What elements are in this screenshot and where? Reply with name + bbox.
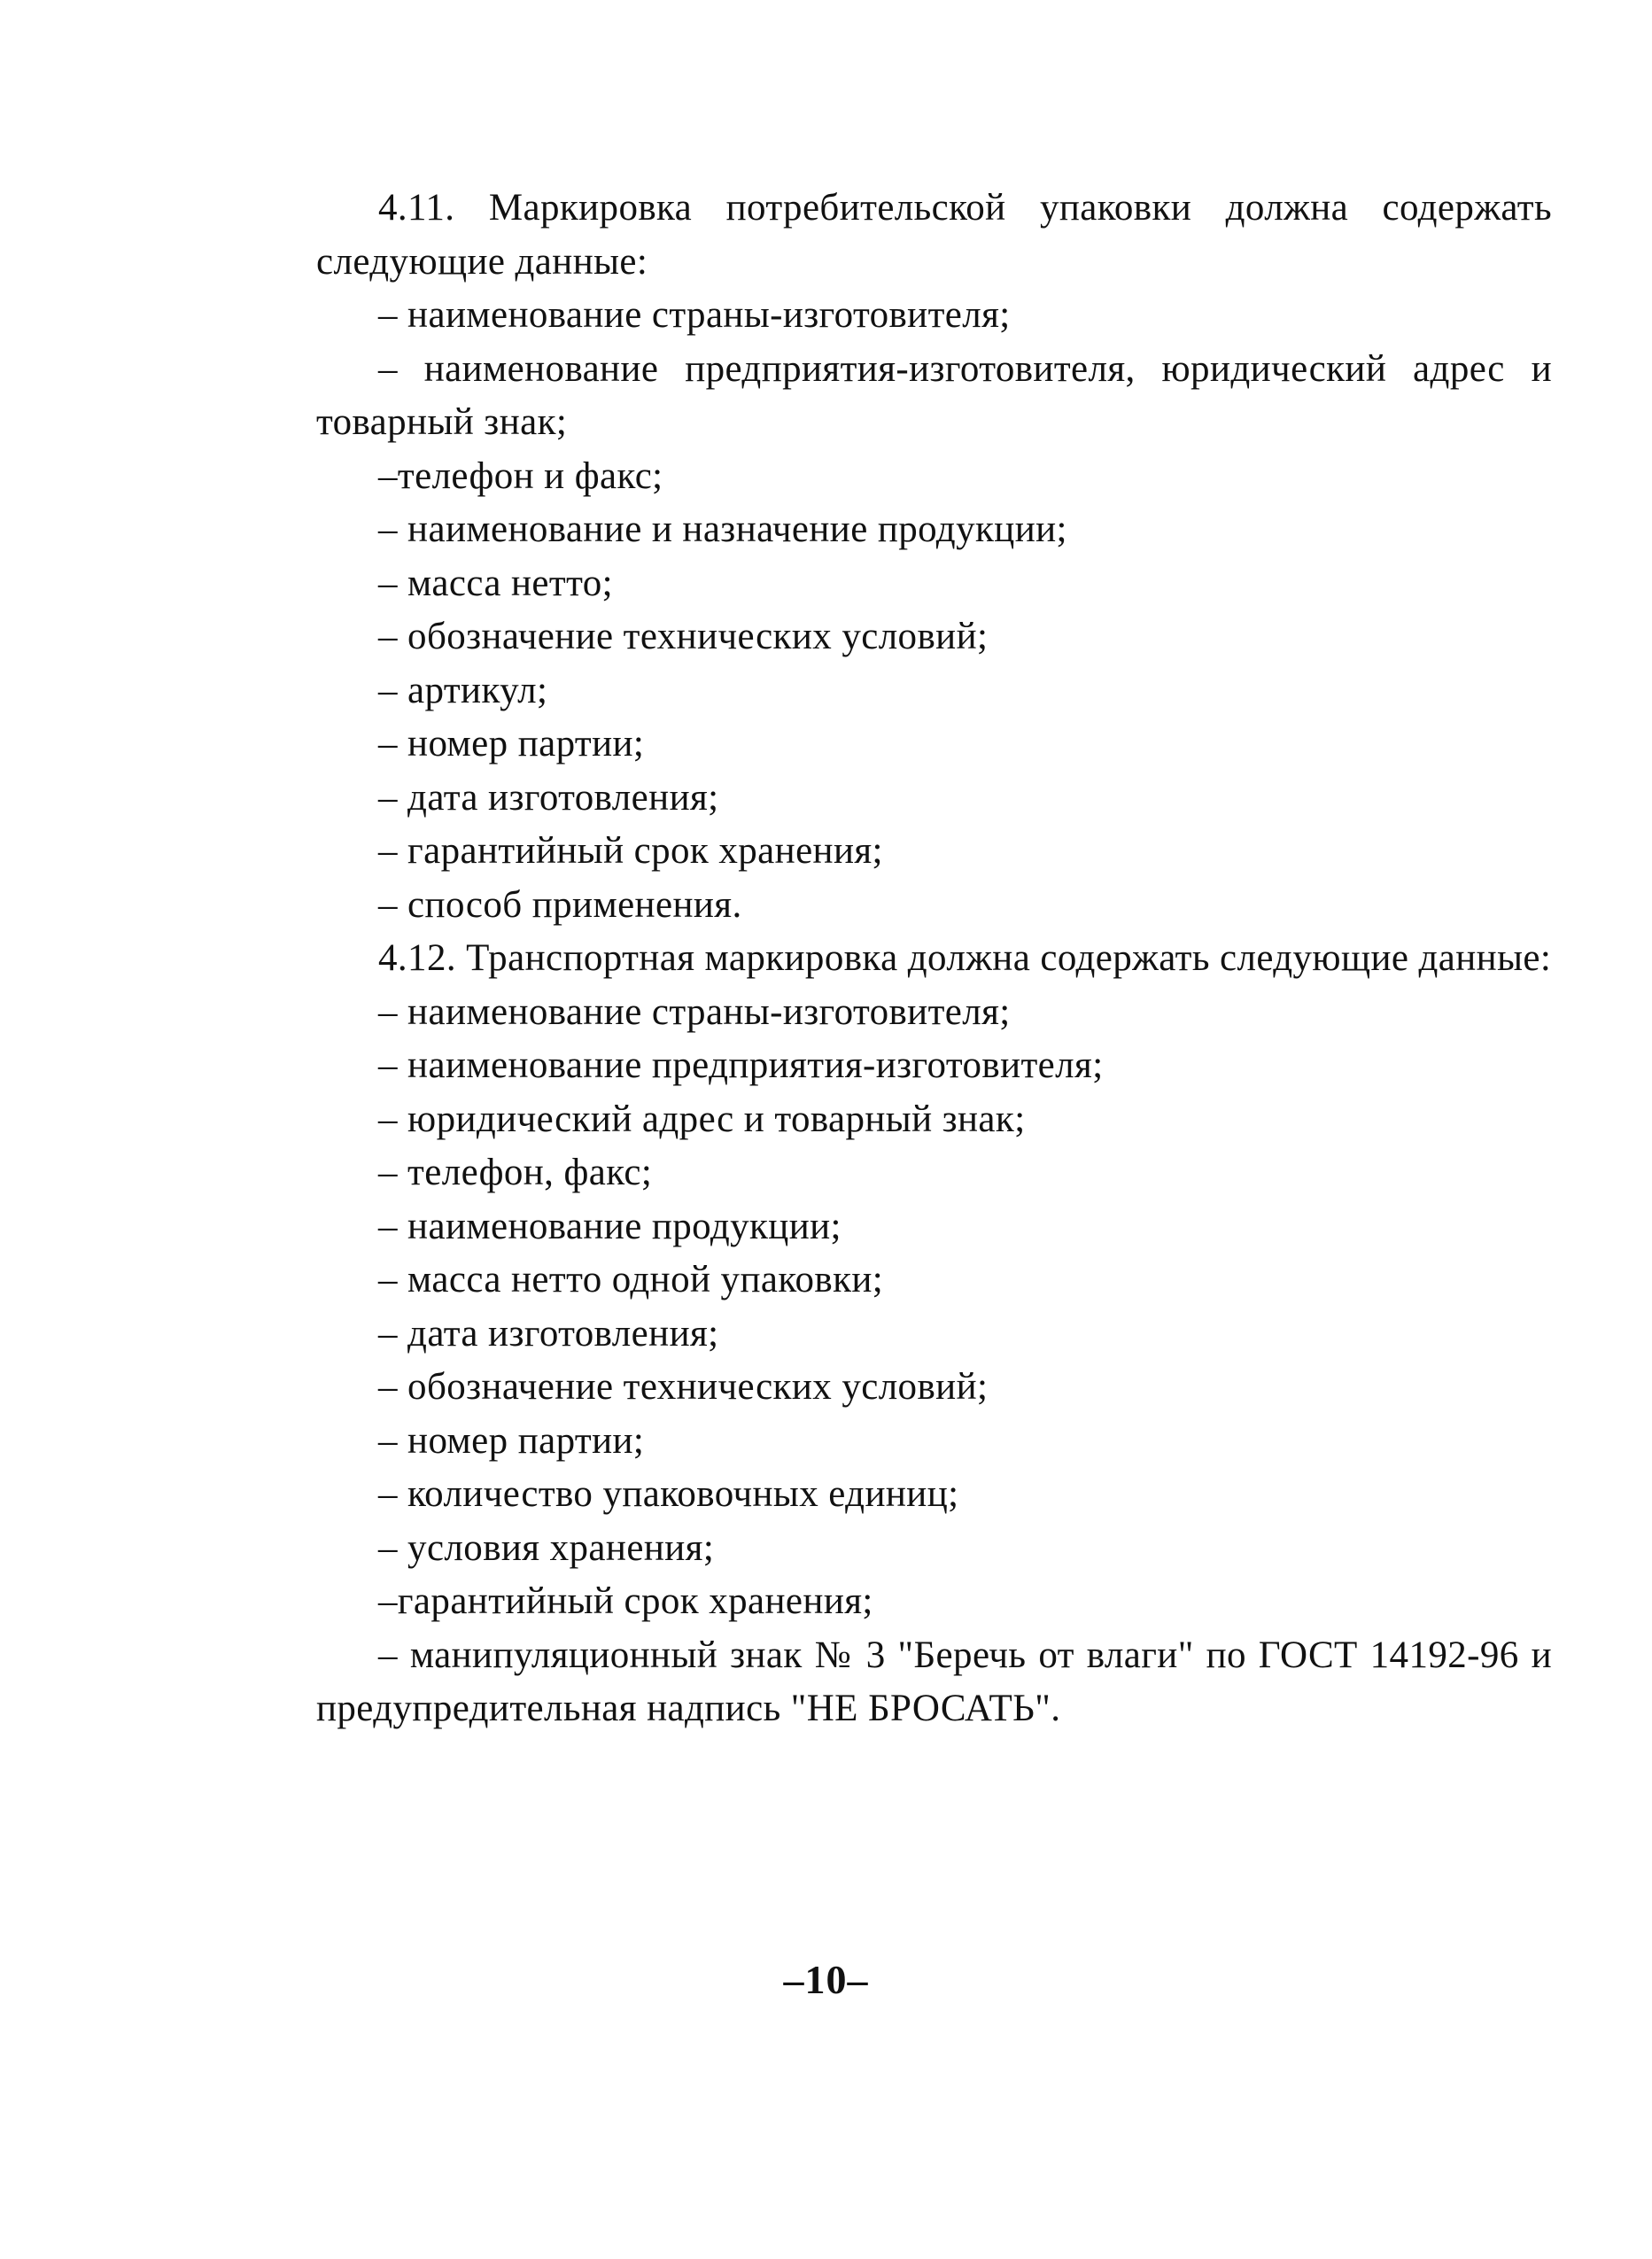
section-4-12-item-4: – телефон, факс; <box>378 1152 653 1193</box>
section-4-11-item-9: – дата изготовления; <box>378 776 719 819</box>
section-4-11 <box>316 182 1552 932</box>
section-4-12-item-10: – количество упаковочных единиц; <box>378 1473 959 1515</box>
section-4-11-item-6: – обозначение технических условий; <box>378 616 989 657</box>
section-4-12-item-1: – наименование страны-изготовителя; <box>378 990 1011 1033</box>
section-4-12-item-8: – обозначение технических условий; <box>378 1366 989 1408</box>
document-body <box>316 182 1552 1736</box>
page-number: –10– <box>783 1957 869 2002</box>
section-4-12-item-5: – наименование продукции; <box>378 1205 842 1247</box>
section-4-11-item-7: – артикул; <box>378 669 548 711</box>
section-4-11-item-4: – наименование и назначение продукции; <box>378 508 1067 550</box>
section-4-12-item-2: – наименование предприятия-изготовителя; <box>378 1044 1104 1086</box>
section-4-12-item-9: – номер партии; <box>378 1419 645 1462</box>
section-4-12 <box>316 932 1552 1736</box>
section-4-11-intro: 4.11. Маркировка потребительской упаковки должна содержать следующие данные: <box>316 187 1552 283</box>
section-4-11-item-2: – наименование предприятия-изготовителя, юридический адрес и товарный знак; <box>316 347 1552 443</box>
section-4-12-intro: 4.12. Транспортная маркировка должна содержать следующие данные: <box>378 937 1552 979</box>
section-4-11-item-11: – способ применения. <box>378 883 742 926</box>
section-4-11-item-10: – гарантийный срок хранения; <box>378 830 883 872</box>
section-4-11-item-8: – номер партии; <box>378 723 645 765</box>
section-4-12-item-12: –гарантийный срок хранения; <box>378 1580 873 1622</box>
section-4-12-item-7: – дата изготовления; <box>378 1312 719 1355</box>
section-4-12-item-3: – юридический адрес и товарный знак; <box>378 1098 1026 1140</box>
section-4-12-item-13: – манипуляционный знак № 3 "Беречь от влаги" по ГОСТ 14192-96 и предупредительная надпись "НЕ БРОСАТЬ". <box>316 1634 1552 1729</box>
section-4-12-item-6: – масса нетто одной упаковки; <box>378 1259 884 1300</box>
section-4-11-item-1: – наименование страны-изготовителя; <box>378 294 1011 336</box>
section-4-11-item-3: –телефон и факс; <box>378 454 663 497</box>
section-4-11-item-5: – масса нетто; <box>378 562 613 604</box>
section-4-12-item-11: – условия хранения; <box>378 1526 715 1569</box>
